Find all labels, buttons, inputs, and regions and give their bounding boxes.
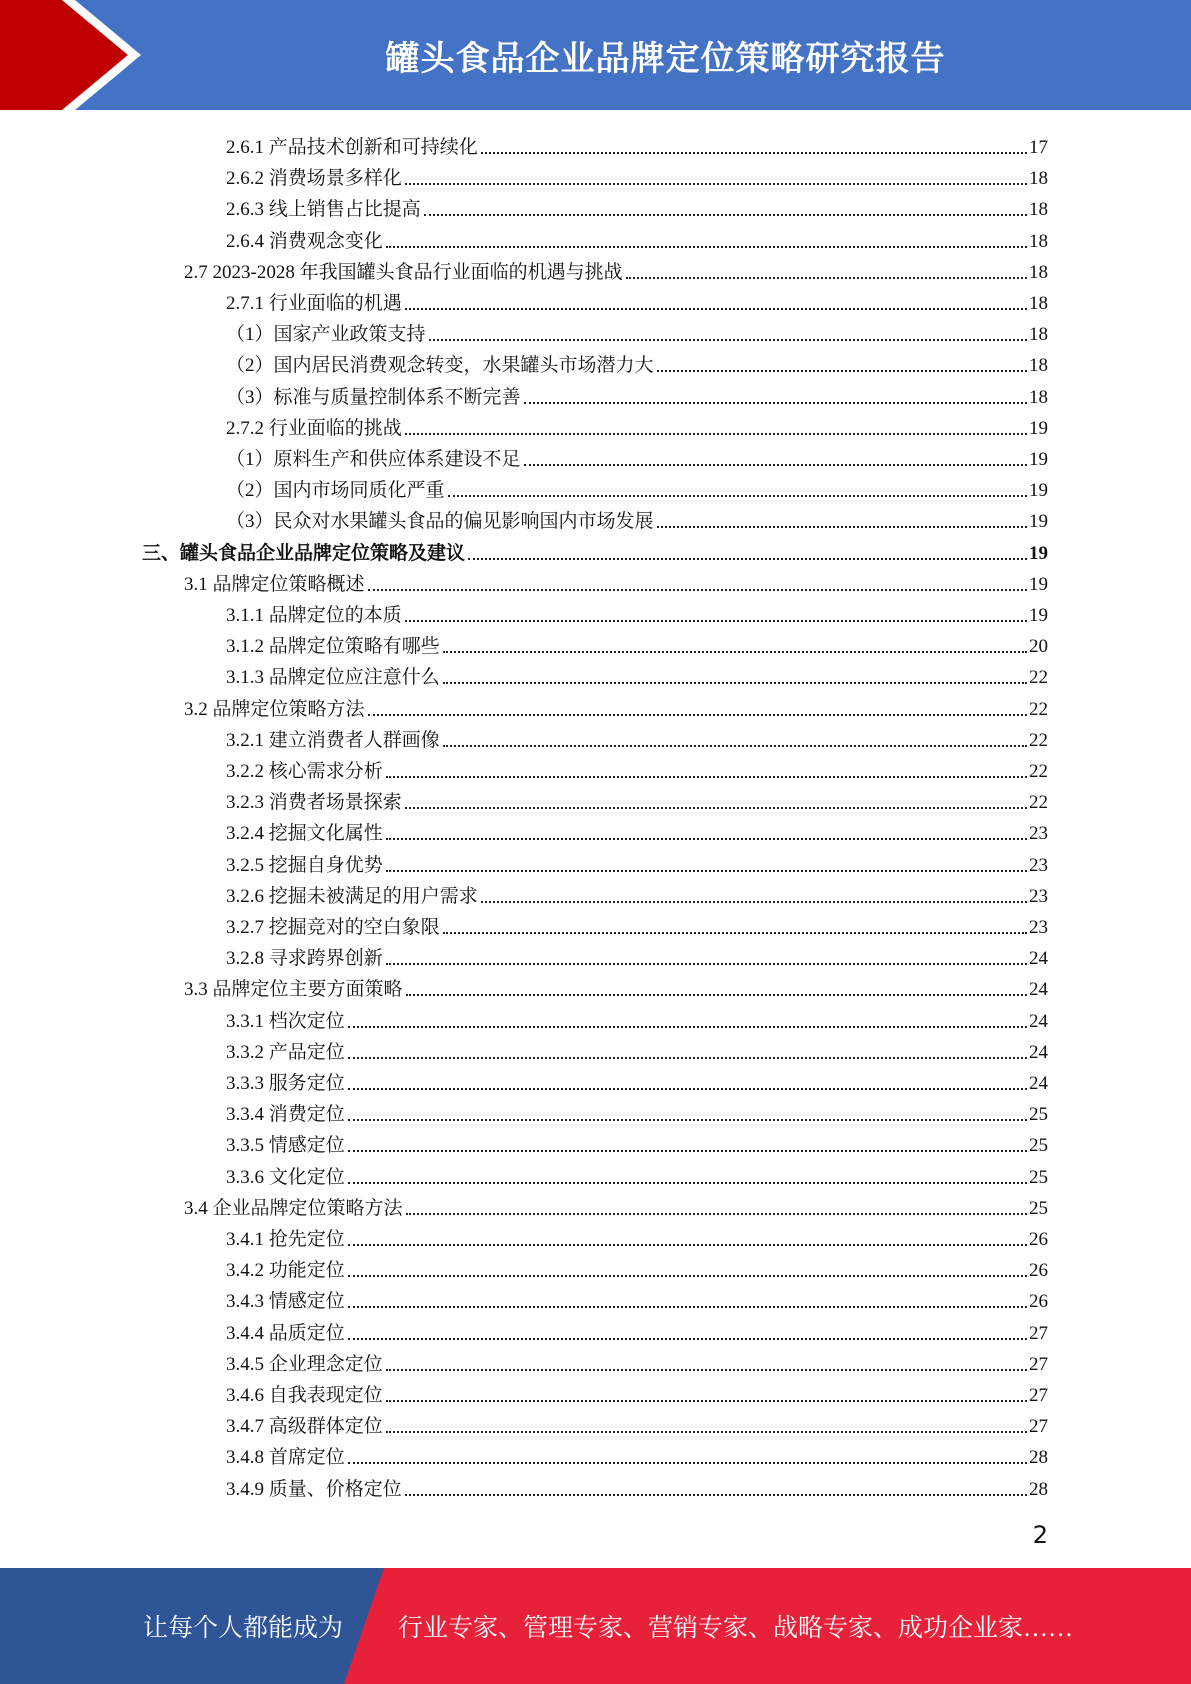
toc-leader-dots	[405, 308, 1027, 310]
toc-entry[interactable]	[226, 471, 1048, 502]
toc-leader-dots	[468, 558, 1027, 560]
toc-entry[interactable]	[226, 627, 1048, 658]
toc-leader-dots	[481, 901, 1027, 903]
toc-entry-page: 18	[1029, 261, 1048, 283]
toc-entry-label: 2.7 2023-2028 年我国罐头食品行业面临的机遇与挑战	[184, 261, 623, 283]
toc-entry-page: 22	[1029, 761, 1048, 782]
toc-entry[interactable]	[226, 752, 1048, 783]
toc-leader-dots	[481, 152, 1027, 154]
toc-entry-page: 26	[1029, 1229, 1048, 1250]
toc-entry[interactable]	[226, 346, 1048, 377]
toc-entry-page: 20	[1029, 636, 1048, 658]
toc-entry-label: （1）国家产业政策支持	[226, 324, 426, 346]
toc-entry[interactable]	[226, 1470, 1048, 1501]
toc-entry-page: 19	[1029, 573, 1048, 595]
toc-entry-page: 22	[1029, 698, 1048, 720]
toc-entry-label: 3.4.7 高级群体定位	[226, 1416, 383, 1438]
toc-leader-dots	[429, 339, 1027, 341]
toc-entry[interactable]	[184, 690, 1048, 721]
toc-entry-label: （3）民众对水果罐头食品的偏见影响国内市场发展	[226, 511, 654, 533]
toc-entry-label: 3.3.2 产品定位	[226, 1041, 345, 1063]
toc-entry-page: 23	[1029, 885, 1048, 907]
toc-entry-page: 25	[1029, 1197, 1048, 1219]
toc-leader-dots	[524, 464, 1027, 466]
toc-entry-page: 28	[1029, 1478, 1048, 1500]
toc-entry-label: 3.2.3 消费者场景探索	[226, 792, 402, 814]
toc-leader-dots	[348, 1119, 1027, 1121]
toc-entry-page: 18	[1029, 168, 1048, 190]
toc-entry[interactable]	[184, 970, 1048, 1001]
toc-entry-page: 19	[1029, 542, 1048, 564]
toc-leader-dots	[406, 994, 1027, 996]
toc-entry-page: 18	[1029, 355, 1048, 377]
toc-entry[interactable]	[226, 284, 1048, 315]
toc-leader-dots	[348, 1306, 1027, 1308]
toc-entry-label: 3.3.4 消费定位	[226, 1104, 345, 1126]
toc-entry-page: 18	[1029, 199, 1048, 221]
toc-entry[interactable]	[184, 1189, 1048, 1220]
toc-entry-label: 3.4.8 首席定位	[226, 1447, 345, 1469]
toc-leader-dots	[443, 682, 1027, 684]
toc-entry-page: 22	[1029, 667, 1048, 689]
toc-entry[interactable]	[226, 1220, 1048, 1251]
toc-entry-page: 18	[1029, 386, 1048, 408]
toc-entry[interactable]	[226, 1407, 1048, 1438]
toc-entry-page: 18	[1029, 324, 1048, 346]
toc-entry[interactable]	[226, 128, 1048, 159]
toc-leader-dots	[386, 838, 1027, 840]
toc-leader-dots	[348, 1182, 1027, 1184]
toc-leader-dots	[348, 1462, 1027, 1464]
toc-entry-page: 23	[1029, 823, 1048, 845]
toc-entry-label: 3.4.6 自我表现定位	[226, 1385, 383, 1406]
toc-leader-dots	[348, 1150, 1027, 1152]
toc-entry[interactable]	[226, 846, 1048, 877]
toc-leader-dots	[386, 776, 1027, 778]
toc-entry[interactable]	[226, 658, 1048, 689]
toc-entry-label: 3.2.4 挖掘文化属性	[226, 823, 383, 845]
toc-leader-dots	[443, 651, 1027, 653]
toc-entry-page: 26	[1029, 1260, 1048, 1282]
toc-entry-page: 18	[1029, 230, 1048, 252]
toc-entry-label: 3.4.3 情感定位	[226, 1291, 345, 1313]
toc-leader-dots	[424, 214, 1027, 216]
toc-entry-page: 27	[1029, 1385, 1048, 1406]
toc-entry-label: 3.2 品牌定位策略方法	[184, 698, 365, 720]
toc-leader-dots	[405, 1494, 1027, 1496]
toc-leader-dots	[626, 277, 1027, 279]
toc-leader-dots	[405, 620, 1027, 622]
toc-entry[interactable]	[226, 222, 1048, 253]
toc-entry-label: 3.2.5 挖掘自身优势	[226, 854, 383, 876]
toc-entry-page: 22	[1029, 729, 1048, 751]
toc-entry[interactable]	[226, 1314, 1048, 1345]
toc-entry[interactable]	[226, 315, 1048, 346]
toc-entry-label: 3.1 品牌定位策略概述	[184, 573, 365, 595]
toc-entry-page: 19	[1029, 511, 1048, 533]
toc-entry-label: （2）国内市场同质化严重	[226, 480, 445, 502]
toc-entry-label: 3.3.6 文化定位	[226, 1166, 345, 1188]
toc-entry[interactable]	[226, 1002, 1048, 1033]
footer-slogan: 让每个人都能成为	[143, 1615, 344, 1642]
page-footer	[0, 1568, 1191, 1684]
page-header	[0, 0, 1191, 110]
toc-entry[interactable]	[184, 565, 1048, 596]
toc-entry[interactable]	[226, 1158, 1048, 1189]
toc-entry-label: 2.6.4 消费观念变化	[226, 230, 383, 252]
toc-entry-label: 3.4.2 功能定位	[226, 1260, 345, 1282]
toc-entry[interactable]	[226, 378, 1048, 409]
toc-entry-label: 2.7.2 行业面临的挑战	[226, 417, 402, 439]
toc-entry-page: 19	[1029, 449, 1048, 470]
toc-entry[interactable]	[226, 1376, 1048, 1407]
toc-entry-page: 26	[1029, 1291, 1048, 1313]
toc-entry[interactable]	[184, 253, 1048, 284]
toc-entry-label: 2.7.1 行业面临的机遇	[226, 293, 402, 314]
toc-entry-label: 3.4 企业品牌定位策略方法	[184, 1197, 403, 1219]
toc-entry[interactable]	[226, 596, 1048, 627]
toc-leader-dots	[348, 1338, 1027, 1340]
toc-entry-label: 3.2.6 挖掘未被满足的用户需求	[226, 885, 478, 907]
toc-entry[interactable]	[142, 534, 1048, 565]
toc-leader-dots	[368, 714, 1027, 716]
toc-entry[interactable]	[226, 1282, 1048, 1313]
toc-leader-dots	[348, 1088, 1027, 1090]
toc-entry-page: 19	[1029, 605, 1048, 626]
toc-entry-label: 3.4.4 品质定位	[226, 1322, 345, 1344]
toc-entry-page: 18	[1029, 293, 1048, 314]
toc-leader-dots	[386, 1400, 1027, 1402]
toc-entry-page: 24	[1029, 979, 1048, 1001]
toc-leader-dots	[368, 589, 1027, 591]
toc-entry[interactable]	[226, 159, 1048, 190]
toc-entry-page: 27	[1029, 1322, 1048, 1344]
toc-entry-page: 17	[1029, 137, 1048, 158]
toc-leader-dots	[386, 1431, 1027, 1433]
toc-entry-label: 3.3.3 服务定位	[226, 1073, 345, 1094]
page-number: 2	[1032, 1521, 1048, 1549]
toc-entry-label: 3.4.5 企业理念定位	[226, 1353, 383, 1375]
toc-leader-dots	[448, 495, 1027, 497]
toc-leader-dots	[386, 246, 1027, 248]
toc-leader-dots	[348, 1057, 1027, 1059]
toc-entry-page: 24	[1029, 1041, 1048, 1063]
toc-entry-label: 3.2.8 寻求跨界创新	[226, 948, 383, 970]
toc-entry-page: 25	[1029, 1135, 1048, 1157]
toc-entry-page: 28	[1029, 1447, 1048, 1469]
toc-leader-dots	[657, 526, 1027, 528]
toc-entry-page: 27	[1029, 1353, 1048, 1375]
toc-entry[interactable]	[226, 939, 1048, 970]
toc-entry-label: 3.3.5 情感定位	[226, 1135, 345, 1157]
toc-entry-label: 3.4.1 抢先定位	[226, 1229, 345, 1250]
toc-entry[interactable]	[226, 783, 1048, 814]
toc-entry-page: 27	[1029, 1416, 1048, 1438]
toc-entry[interactable]	[226, 877, 1048, 908]
toc-leader-dots	[405, 183, 1027, 185]
toc-entry[interactable]	[226, 190, 1048, 221]
toc-entry[interactable]	[226, 1251, 1048, 1282]
toc-entry-label: 三、罐头食品企业品牌定位策略及建议	[142, 542, 466, 564]
toc-entry-page: 25	[1029, 1104, 1048, 1126]
toc-entry-label: 2.6.3 线上销售占比提高	[226, 199, 421, 221]
toc-entry-label: 3.1.3 品牌定位应注意什么	[226, 667, 440, 689]
toc-entry[interactable]	[226, 1438, 1048, 1469]
toc-leader-dots	[443, 745, 1027, 747]
toc-leader-dots	[657, 370, 1027, 372]
toc-entry-label: （1）原料生产和供应体系建设不足	[226, 449, 521, 470]
toc-entry[interactable]	[226, 721, 1048, 752]
footer-roles: 行业专家、管理专家、营销专家、战略专家、成功企业家……	[398, 1615, 1074, 1642]
toc-leader-dots	[348, 1275, 1027, 1277]
toc-entry-page: 19	[1029, 417, 1048, 439]
toc-leader-dots	[386, 870, 1027, 872]
toc-leader-dots	[405, 807, 1027, 809]
toc-entry-page: 25	[1029, 1166, 1048, 1188]
toc-leader-dots	[348, 1026, 1027, 1028]
toc-entry-label: 3.2.2 核心需求分析	[226, 761, 383, 782]
toc-entry-label: 3.2.1 建立消费者人群画像	[226, 729, 440, 751]
report-title: 罐头食品企业品牌定位策略研究报告	[385, 38, 946, 79]
toc-entry-label: 2.6.2 消费场景多样化	[226, 168, 402, 190]
toc-entry-page: 24	[1029, 1010, 1048, 1032]
toc-entry-label: 3.3.1 档次定位	[226, 1010, 345, 1032]
toc-entry-page: 24	[1029, 948, 1048, 970]
toc-entry[interactable]	[226, 908, 1048, 939]
toc-entry[interactable]	[226, 1126, 1048, 1157]
toc-entry[interactable]	[226, 1345, 1048, 1376]
toc-entry-label: 3.3 品牌定位主要方面策略	[184, 979, 403, 1001]
toc-leader-dots	[348, 1244, 1027, 1246]
toc-entry[interactable]	[226, 1095, 1048, 1126]
toc-entry[interactable]	[226, 814, 1048, 845]
toc-entry-page: 24	[1029, 1073, 1048, 1094]
toc-leader-dots	[443, 932, 1027, 934]
toc-entry-page: 22	[1029, 792, 1048, 814]
toc-entry-label: （3）标准与质量控制体系不断完善	[226, 386, 521, 408]
toc-entry[interactable]	[226, 440, 1048, 471]
toc-entry[interactable]	[226, 502, 1048, 533]
toc-entry-page: 23	[1029, 917, 1048, 938]
toc-entry-label: 3.2.7 挖掘竞对的空白象限	[226, 917, 440, 938]
toc-leader-dots	[405, 433, 1027, 435]
toc-entry[interactable]	[226, 1064, 1048, 1095]
toc-leader-dots	[406, 1213, 1027, 1215]
toc-entry-page: 19	[1029, 480, 1048, 502]
toc-leader-dots	[386, 1369, 1027, 1371]
toc-entry-page: 23	[1029, 854, 1048, 876]
toc-entry-label: 3.1.1 品牌定位的本质	[226, 605, 402, 626]
toc-entry[interactable]	[226, 1033, 1048, 1064]
toc-entry-label: （2）国内居民消费观念转变，水果罐头市场潜力大	[226, 355, 654, 377]
toc-leader-dots	[386, 963, 1027, 965]
toc-entry-label: 2.6.1 产品技术创新和可持续化	[226, 137, 478, 158]
toc-leader-dots	[524, 402, 1027, 404]
toc-entry[interactable]	[226, 409, 1048, 440]
toc-entry-label: 3.1.2 品牌定位策略有哪些	[226, 636, 440, 658]
toc-entry-label: 3.4.9 质量、价格定位	[226, 1478, 402, 1500]
